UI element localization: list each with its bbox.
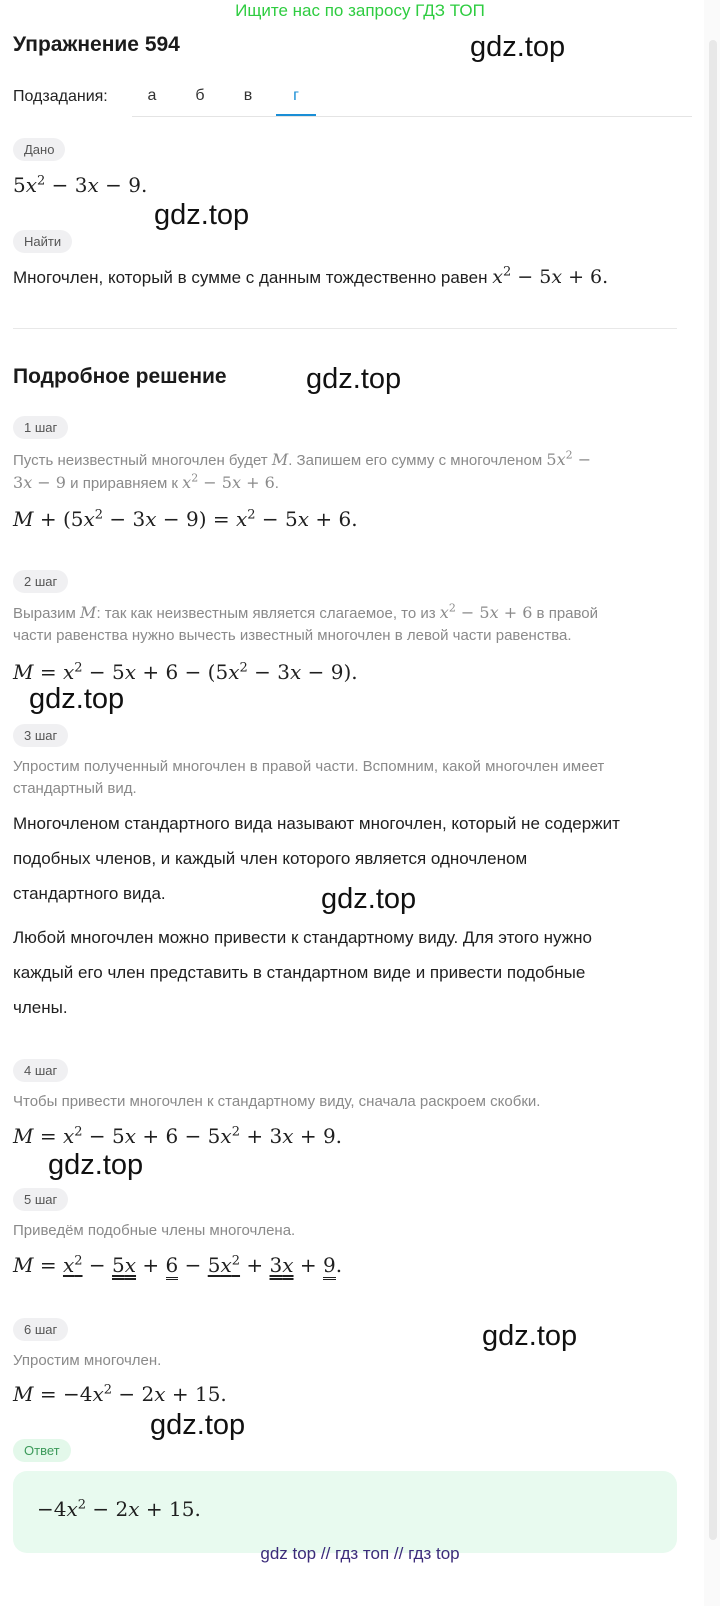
step-3-paragraph-2: Любой многочлен можно привести к стандартному виду. Для этого нужно каждый его член представить в стандартном виде и привести подобные члены. [13, 928, 592, 1017]
step-3-paragraph-1: Многочленом стандартного вида называют многочлен, который не содержит подобных членов, и каждый член которого является одночленом стандартного вида. [13, 814, 620, 903]
step-4-label: 4 шаг [13, 1059, 68, 1082]
footer-link-gdz-top-ru[interactable]: гдз топ [335, 1544, 390, 1563]
answer-label: Ответ [13, 1439, 71, 1462]
step-5-label: 5 шаг [13, 1188, 68, 1211]
scrollbar-thumb[interactable] [709, 40, 717, 1540]
watermark: gdz.top [150, 1409, 246, 1441]
watermark: gdz.top [29, 683, 125, 715]
step-1-formula: $M + (5x^2 - 3x - 9) = x^2 - 5x + 6$. [13, 507, 358, 531]
tab-g[interactable]: г [276, 76, 316, 116]
given-label: Дано [13, 138, 65, 161]
step-6-label: 6 шаг [13, 1318, 68, 1341]
footer-separator: // [320, 1544, 331, 1563]
answer-expression: $-4x^2 - 2x + 15$. [37, 1497, 201, 1521]
tab-b[interactable]: б [195, 87, 205, 104]
footer-separator: // [393, 1544, 404, 1563]
step-4-formula: $M = x^2 - 5x + 6 - 5x^2 + 3x + 9$. [13, 1124, 343, 1148]
step-5-formula: $M = x^2 - 5x + 6 - 5x^2 + 3x + 9$. [13, 1253, 342, 1277]
watermark: gdz.top [321, 883, 417, 915]
watermark: gdz.top [154, 199, 250, 231]
step-3-label: 3 шаг [13, 724, 68, 747]
step-1-note: Пусть неизвестный многочлен будет M. Запишем его сумму с многочленом $5x^2$ − 3x − 9 и приравняем к $x^2 - 5x + 6$. [13, 448, 592, 492]
step-1-label: 1 шаг [13, 416, 68, 439]
tab-a[interactable]: а [147, 87, 157, 104]
footer-link-gdz-top[interactable]: gdz top [260, 1544, 317, 1563]
search-banner: Ищите нас по запросу ГДЗ ТОП [235, 1, 485, 20]
page-title: Упражнение 594 [13, 33, 180, 56]
tab-v[interactable]: в [243, 87, 253, 104]
step-2-label: 2 шаг [13, 570, 68, 593]
given-expression: $5x^2 - 3x - 9$. [13, 173, 148, 197]
watermark: gdz.top [470, 31, 566, 63]
find-label: Найти [13, 230, 72, 253]
step-5-note: Приведём подобные члены многочлена. [13, 1222, 296, 1239]
step-6-note: Упростим многочлен. [13, 1352, 162, 1369]
divider [13, 328, 677, 329]
footer-link-gdz-top-mixed[interactable]: гдз top [408, 1544, 460, 1563]
step-6-formula: $M = -4x^2 - 2x + 15$. [13, 1382, 227, 1406]
step-4-note: Чтобы привести многочлен к стандартному виду, сначала раскроем скобки. [13, 1093, 541, 1110]
step-2-formula: $M = x^2 - 5x + 6 - (5x^2 - 3x - 9)$. [13, 660, 358, 684]
watermark: gdz.top [306, 363, 402, 395]
footer-links [0, 1544, 720, 1564]
subtask-tabs [132, 76, 692, 117]
find-text: Многочлен, который в сумме с данным тождественно равен $x^2 - 5x + 6$. [13, 264, 609, 288]
step-3-note: Упростим полученный многочлен в правой части. Вспомним, какой многочлен имеет стандартный вид. [13, 758, 605, 797]
watermark: gdz.top [48, 1149, 144, 1181]
step-2-note: Выразим M: так как неизвестным является слагаемое, то из $x^2 - 5x + 6$ в правой части равенства нужно вычесть известный многочлен в левой части равенства. [13, 601, 599, 644]
subtasks-label: Подзадания: [13, 88, 108, 105]
solution-title: Подробное решение [13, 365, 227, 388]
watermark: gdz.top [482, 1320, 578, 1352]
